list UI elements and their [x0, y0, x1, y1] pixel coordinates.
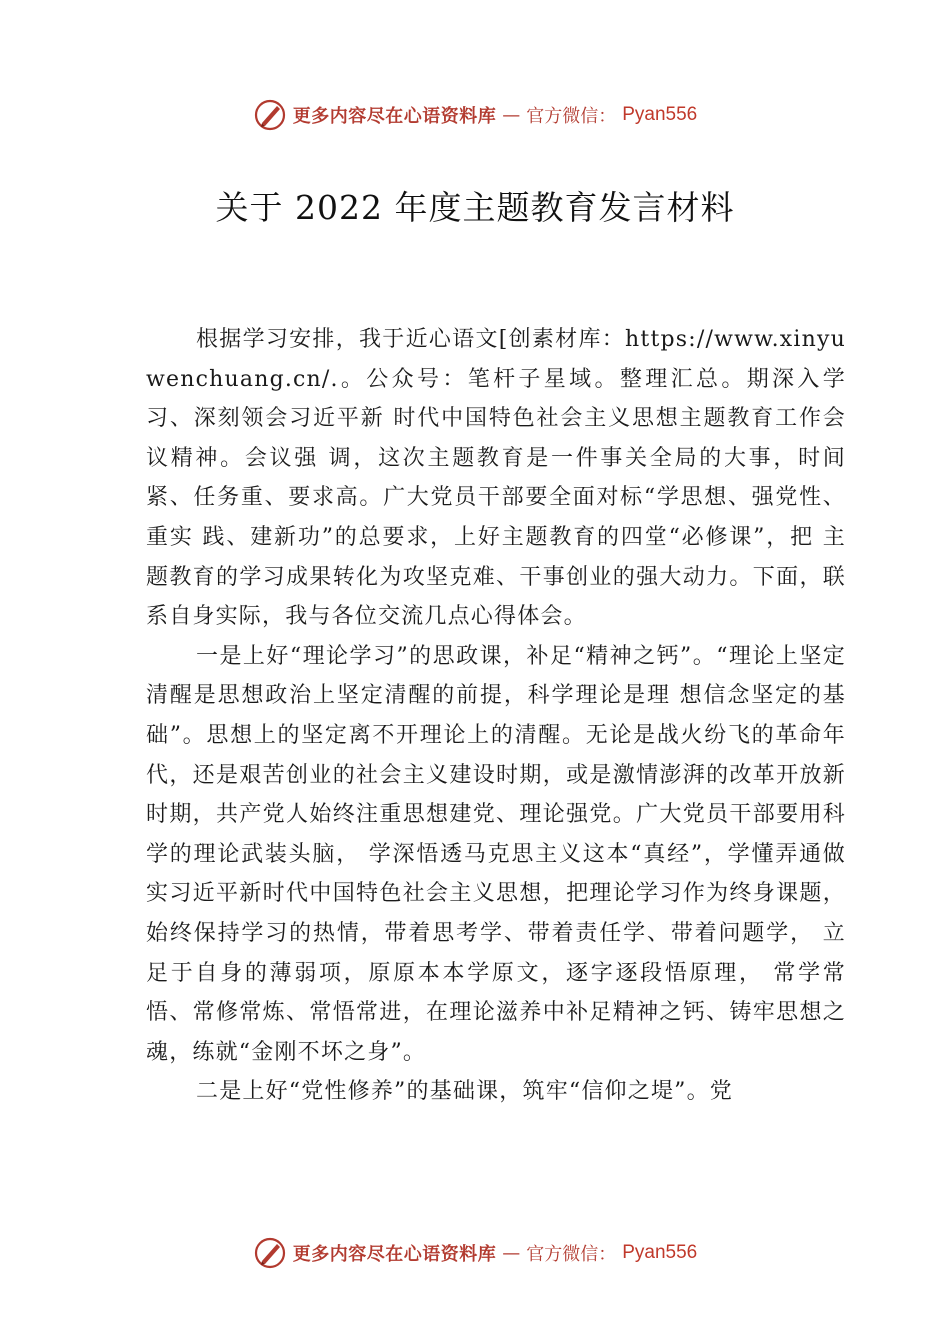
watermark-lead-text: 更多内容尽在心语资料库: [292, 106, 497, 127]
body-paragraph-intro: 根据学习安排，我于近心语文[创素材库：https://www.xinyuwenchuang.cn/.。公众号：笔杆子星域。整理汇总。期深入学习、深刻领会习近平新 时代中国特色社会主义思想主题教育工作会议精神。会议强 调，这次主题教育是一件事关全局的大事，时间紧、任务重、要求高。广大党员干部要全面对标“学思想、强党性、重实 践、建新功”的总要求，上好主题教育的四堂“必修课”，把 主题教育的学习成果转化为攻坚克难、干事创业的强大动力。下面，联系自身实际，我与各位交流几点心得体会。: [146, 327, 846, 630]
document-body: [146, 320, 846, 1112]
watermark-dash: —: [502, 1242, 521, 1264]
watermark-wechat-label: 官方微信：: [526, 106, 617, 127]
body-paragraph-theory: 一是上好“理论学习”的思政课，补足“精神之钙”。“理论上坚定清醒是思想政治上坚定清醒的前提，科学理论是理 想信念坚定的基础”。思想上的坚定离不开理论上的清醒。无论是战火纷飞的革命年代，还是艰苦创业的社会主义建设时期，或是激情澎湃的改革开放新时期，共产党人始终注重思想建党、理论强党。广大党员干部要用科学的理论武装头脑， 学深悟透马克思主义这本“真经”，学懂弄通做实习近平新时代中国特色社会主义思想，把理论学习作为终身课题，始终保持学习的热情，带着思考学、带着责任学、带着问题学， 立足于自身的薄弱项，原原本本学原文，逐字逐段悟原理， 常学常悟、常修常炼、常悟常进，在理论滋养中补足精神之钙、铸牢思想之魂，练就“金刚不坏之身”。: [146, 643, 846, 1065]
body-paragraph-party: 二是上好“党性修养”的基础课，筑牢“信仰之堤”。党: [196, 1079, 733, 1105]
footer-watermark-banner: [0, 1233, 950, 1273]
pen-logo-icon: [253, 1236, 287, 1270]
watermark-wechat-label: 官方微信：: [526, 1244, 617, 1265]
document-title: 关于 2022 年度主题教育发言材料: [215, 188, 735, 227]
header-watermark-banner: [0, 95, 950, 135]
watermark-lead-text: 更多内容尽在心语资料库: [292, 1244, 497, 1265]
watermark-wechat-id: Pyan556: [622, 104, 698, 125]
watermark-wechat-id: Pyan556: [622, 1242, 698, 1263]
pen-logo-icon: [253, 98, 287, 132]
watermark-dash: —: [502, 104, 521, 126]
